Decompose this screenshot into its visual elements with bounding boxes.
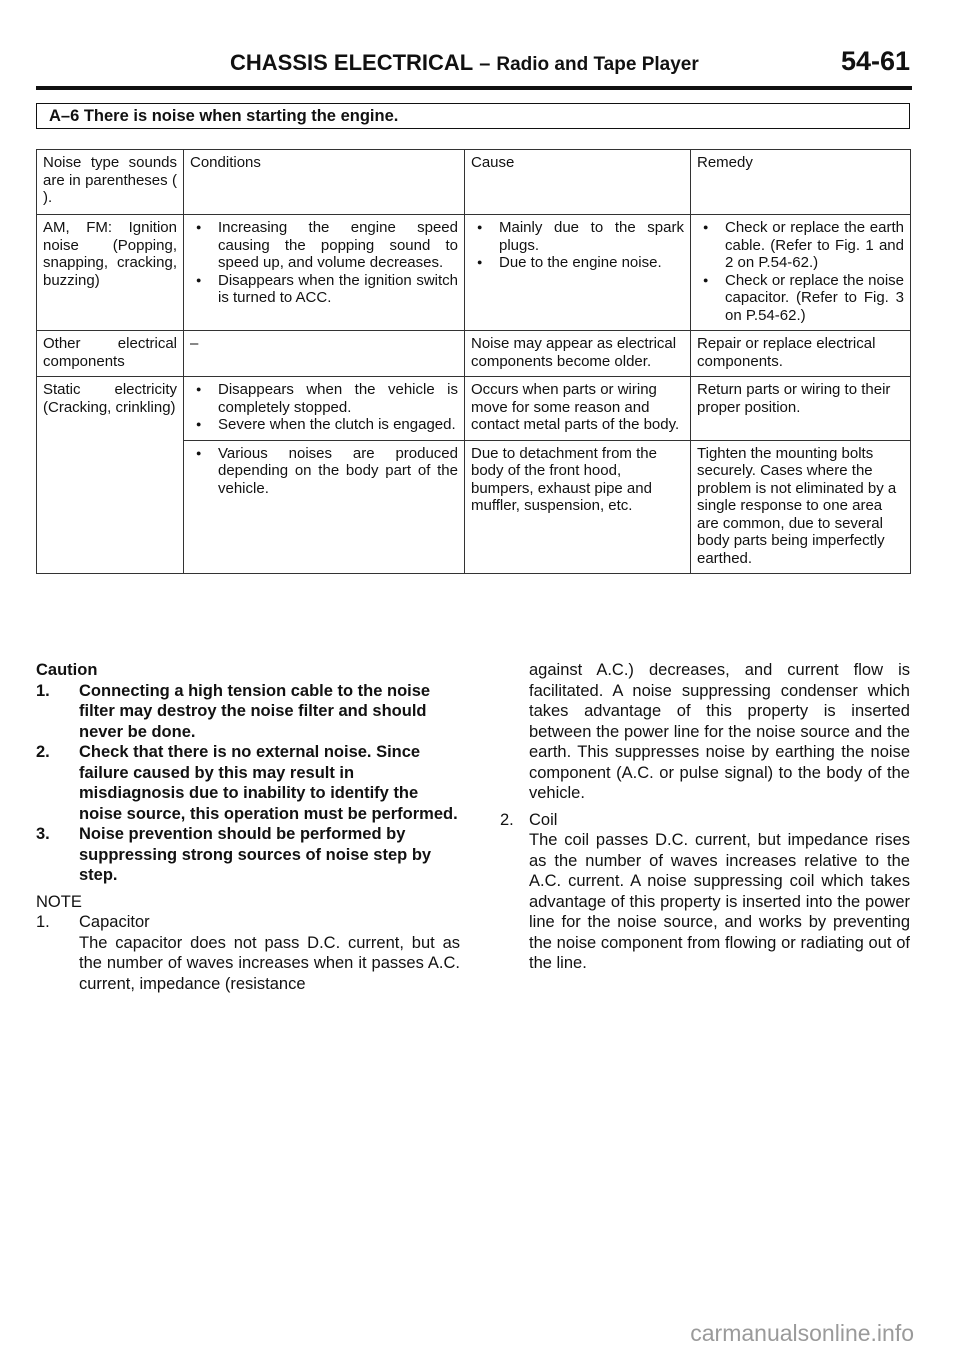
note-item-capacitor	[36, 912, 460, 994]
noise-type-cell: Static electricity (Cracking, crinkling)	[37, 377, 184, 574]
condition-item: ● Various noises are produced depending on the body part of the vehicle.	[190, 445, 458, 498]
section-name: CHASSIS ELECTRICAL	[230, 50, 474, 75]
header-cause: Cause	[465, 150, 691, 215]
title-dash: –	[479, 53, 491, 75]
remedy-item: ● Check or replace the earth cable. (Refer to Fig. 1 and 2 on P.54-62.)	[697, 219, 904, 272]
page-header	[36, 46, 912, 90]
remedy-cell: Repair or replace electrical components.	[691, 331, 911, 377]
noise-type-cell: Other electrical components	[37, 331, 184, 377]
remedy-item: ● Check or replace the noise capacitor. (Refer to Fig. 3 on P.54-62.)	[697, 272, 904, 325]
page-number: 54-61	[840, 46, 910, 76]
caution-list	[36, 681, 460, 886]
conditions-cell	[184, 377, 465, 441]
remedy-cell: Return parts or wiring to their proper position.	[691, 377, 911, 441]
caution-item	[36, 824, 460, 886]
cause-item: ● Mainly due to the spark plugs.	[471, 219, 684, 254]
caution-text: Connecting a high tension cable to the noise filter may destroy the noise filter and should never be done.	[79, 681, 431, 741]
caution-number: 3.	[36, 825, 50, 843]
caution-title: Caution	[36, 661, 98, 679]
caution-text: Check that there is no external noise. Since failure caused by this may result in misdiagnosis due to inability to identify the noise source, this operation must be performed.	[79, 743, 458, 823]
note-number: 2.	[500, 810, 514, 829]
subsection-name: Radio and Tape Player	[496, 54, 699, 75]
caution-text: Noise prevention should be performed by suppressing strong sources of noise step by step.	[79, 825, 432, 884]
header-noise-type: Noise type sounds are in parentheses ( ).	[37, 150, 184, 215]
note-title: NOTE	[36, 892, 82, 911]
condition-item: ● Increasing the engine speed causing the popping sound to speed up, and volume decreases.	[190, 219, 458, 272]
condition-item: ● Disappears when the vehicle is completely stopped.	[190, 381, 458, 416]
table-row	[37, 331, 911, 377]
caution-item	[36, 681, 460, 743]
conditions-cell: –	[184, 331, 465, 377]
note-item-title: Coil	[529, 810, 558, 829]
table-row	[37, 215, 911, 331]
caution-item	[36, 742, 460, 824]
header-conditions: Conditions	[184, 150, 465, 215]
capacitor-continued: against A.C.) decreases, and current flow is facilitated. A noise suppressing condenser which takes advantage of this property is inserted between the power line for the noise source and the earth. This suppresses noise by earthing the noise component (A.C. or pulse signal) to the body of the vehicle.	[529, 661, 910, 802]
note-item-title: Capacitor	[79, 913, 150, 931]
site-watermark: carmanualsonline.info	[690, 1320, 914, 1346]
noise-type-cell: AM, FM: Ignition noise (Popping, snapping, cracking, buzzing)	[37, 215, 184, 331]
conditions-cell	[184, 215, 465, 331]
caution-number: 1.	[36, 681, 50, 700]
table-header-row	[37, 150, 911, 215]
caution-number: 2.	[36, 743, 50, 761]
note-number: 1.	[36, 913, 50, 931]
conditions-cell	[184, 440, 465, 574]
remedy-cell	[691, 215, 911, 331]
note-item-body: The capacitor does not pass D.C. current, but as the number of waves increases when it passes A.C. current, impedance (resistance	[79, 933, 460, 993]
note-item-coil	[498, 810, 910, 974]
condition-item: ● Disappears when the ignition switch is turned to ACC.	[190, 272, 458, 307]
note-item-body: The coil passes D.C. current, but impedance rises as the number of waves increases relative to the A.C. current. A noise suppressing coil which takes advantage of this property is inserted into the power line for the noise source, and works by preventing the noise component from flowing or radiating out of the line.	[529, 831, 910, 972]
remedy-cell: Tighten the mounting bolts securely. Cases where the problem is not eliminated by a single response to one area are common, due to several body parts being imperfectly earthed.	[691, 440, 911, 574]
cause-item: ● Due to the engine noise.	[471, 254, 684, 272]
cause-cell: Noise may appear as electrical components become older.	[465, 331, 691, 377]
problem-box	[36, 103, 910, 129]
header-title	[230, 50, 699, 76]
left-column	[36, 660, 460, 994]
condition-item: ● Severe when the clutch is engaged.	[190, 416, 458, 434]
header-remedy: Remedy	[691, 150, 911, 215]
right-column	[498, 660, 910, 974]
cause-cell: Due to detachment from the body of the front hood, bumpers, exhaust pipe and muffler, suspension, etc.	[465, 440, 691, 574]
diagnosis-table	[36, 149, 911, 574]
cause-cell	[465, 215, 691, 331]
problem-title: A–6 There is noise when starting the engine.	[49, 107, 399, 125]
table-row	[37, 377, 911, 441]
cause-cell: Occurs when parts or wiring move for some reason and contact metal parts of the body.	[465, 377, 691, 441]
